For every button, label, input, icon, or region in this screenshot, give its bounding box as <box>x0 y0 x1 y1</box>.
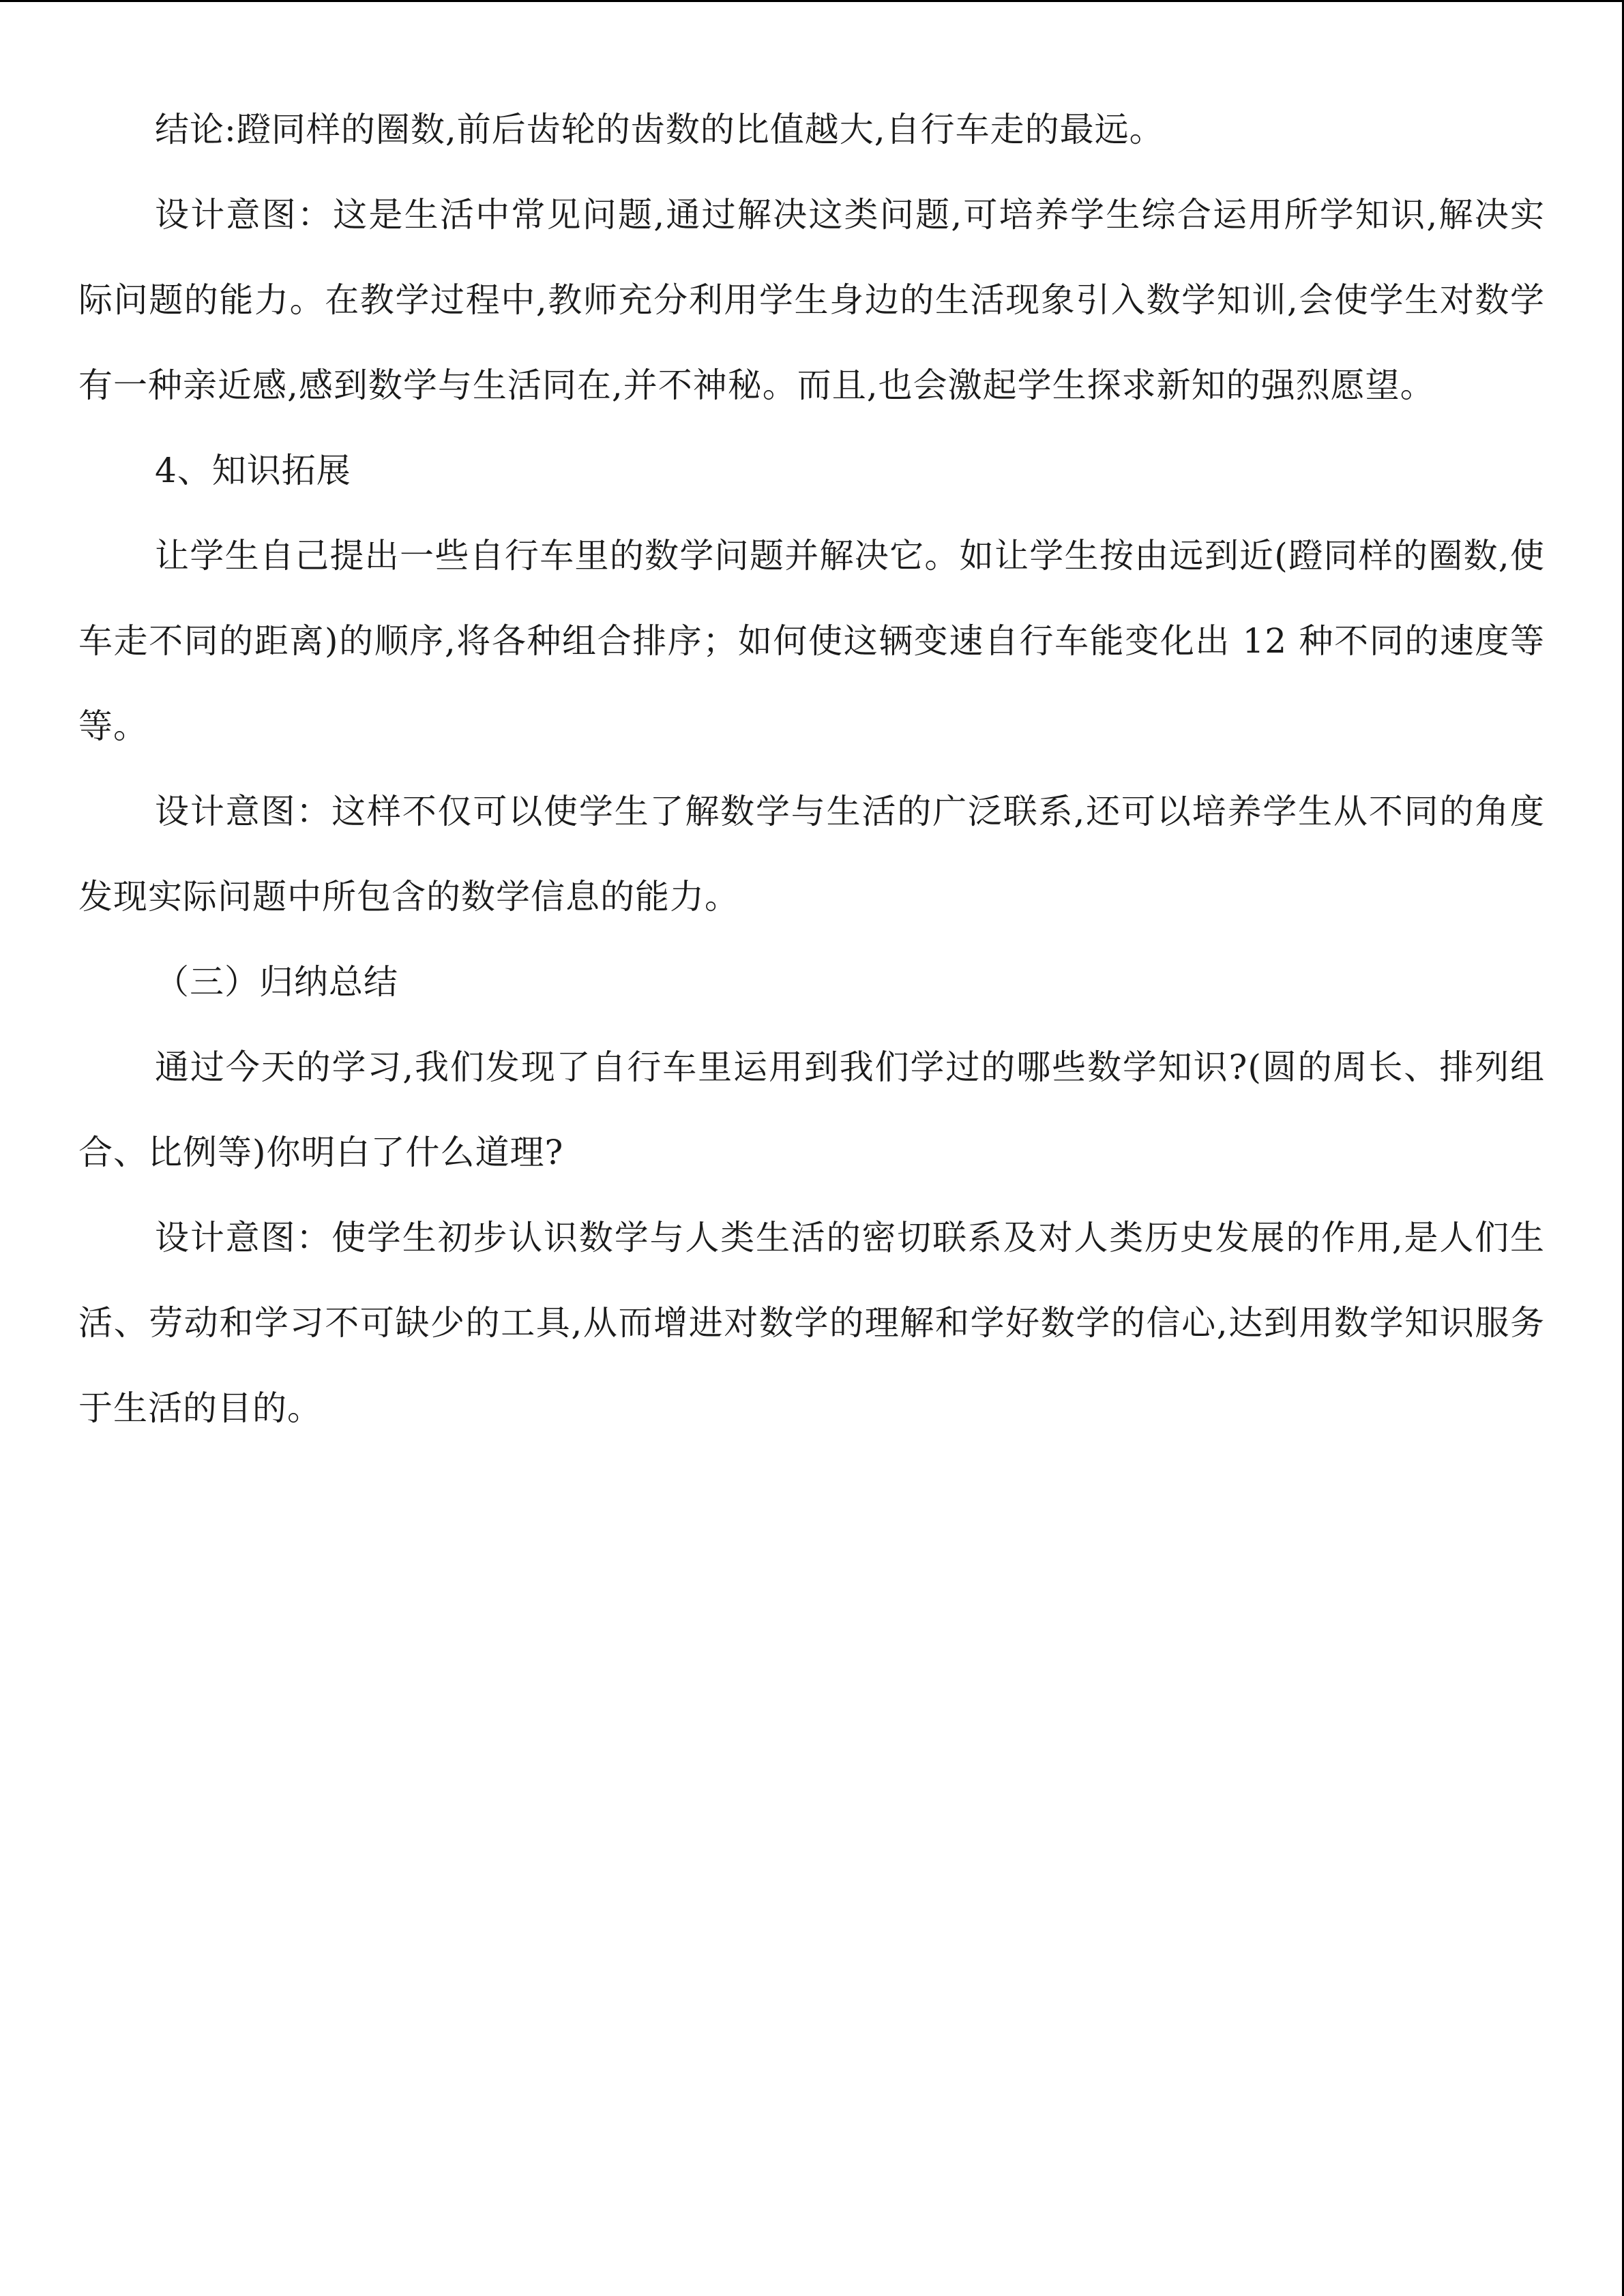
section-heading-summary: （三）归纳总结 <box>155 962 398 1002</box>
section-heading-knowledge-extension: 4、知识拓展 <box>155 451 351 490</box>
paragraph-design-intent-1: 设计意图：这是生活中常见问题,通过解决这类问题,可培养学生综合运用所学知识,解决实际问题的能力。在教学过程中,教师充分利用学生身边的生活现象引入数学知训,会使学生对数学有一种亲近感,感到数学与生活同在,并不神秘。而且,也会激起学生探求新知的强烈愿望。 <box>78 195 1545 405</box>
paragraph-student-questions: 让学生自己提出一些自行车里的数学问题并解决它。如让学生按由远到近(蹬同样的圈数,使车走不同的距离)的顺序,将各种组合排序；如何使这辆变速自行车能变化出 12 种不同的速度等等。 <box>78 536 1545 746</box>
paragraph-design-intent-3: 设计意图：使学生初步认识数学与人类生活的密切联系及对人类历史发展的作用,是人们生活、劳动和学习不可缺少的工具,从而增进对数学的理解和学好数学的信心,达到用数学知识服务于生活的目的。 <box>78 1218 1545 1428</box>
paragraph-conclusion: 结论:蹬同样的圈数,前后齿轮的齿数的比值越大,自行车走的最远。 <box>155 110 1164 149</box>
document-body <box>78 87 1545 1451</box>
paragraph-summary-question: 通过今天的学习,我们发现了自行车里运用到我们学过的哪些数学知识?(圆的周长、排列组合、比例等)你明白了什么道理? <box>78 1047 1545 1172</box>
paragraph-design-intent-2: 设计意图：这样不仅可以使学生了解数学与生活的广泛联系,还可以培养学生从不同的角度发现实际问题中所包含的数学信息的能力。 <box>78 792 1545 916</box>
